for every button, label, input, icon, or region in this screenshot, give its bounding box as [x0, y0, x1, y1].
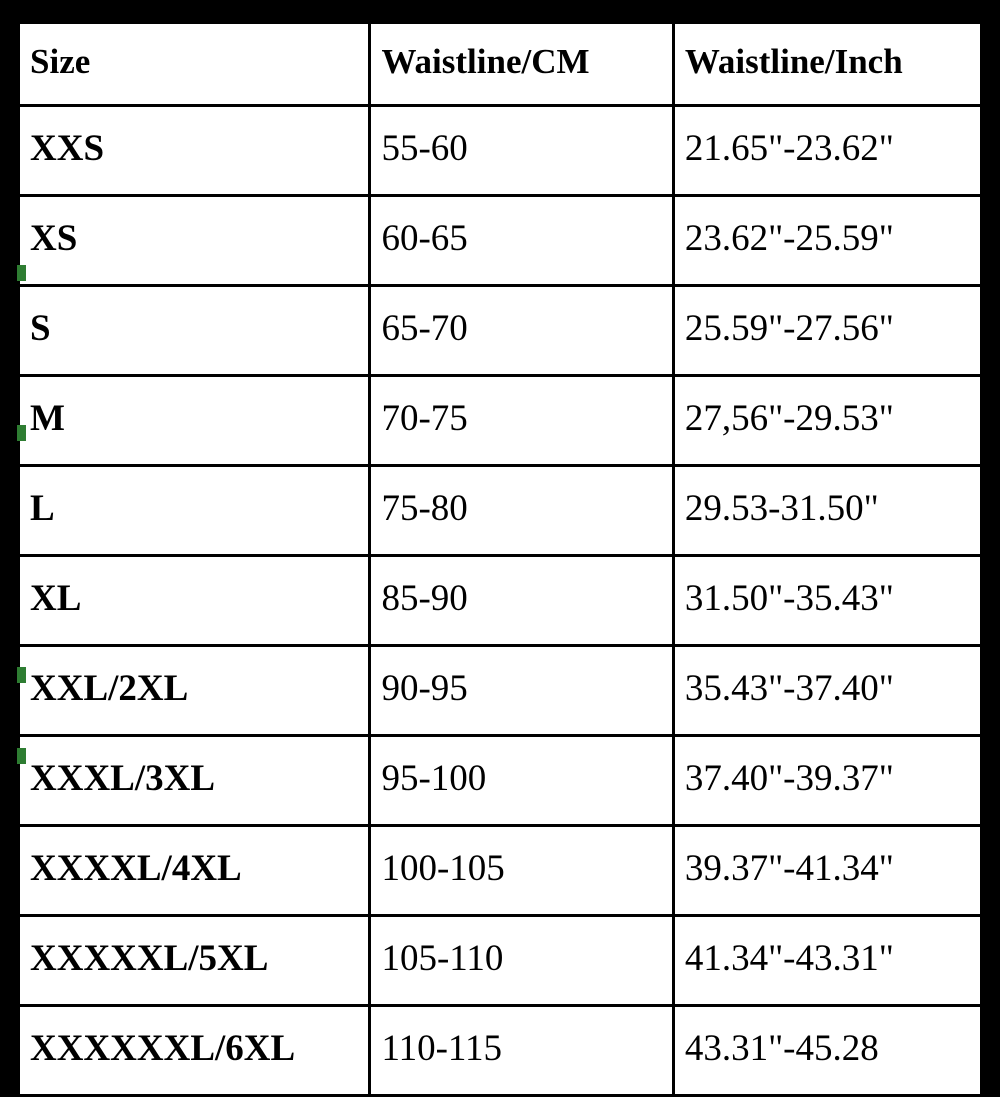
cell-size: S — [19, 286, 370, 376]
cell-waistline-cm: 55-60 — [370, 106, 673, 196]
cell-waistline-cm: 105-110 — [370, 916, 673, 1006]
table-row — [19, 736, 982, 826]
cell-size: XXXXXL/5XL — [19, 916, 370, 1006]
cell-waistline-cm: 65-70 — [370, 286, 673, 376]
table-row — [19, 916, 982, 1006]
cell-waistline-cm: 70-75 — [370, 376, 673, 466]
cell-waistline-inch: 41.34"-43.31" — [673, 916, 981, 1006]
size-chart-table — [17, 21, 983, 1097]
cell-waistline-cm: 90-95 — [370, 646, 673, 736]
cell-waistline-inch: 31.50"-35.43" — [673, 556, 981, 646]
table-row — [19, 646, 982, 736]
table-body — [19, 106, 982, 1096]
table-header-row — [19, 23, 982, 106]
table-row — [19, 286, 982, 376]
cell-waistline-inch: 29.53-31.50" — [673, 466, 981, 556]
cell-waistline-inch: 43.31"-45.28 — [673, 1006, 981, 1096]
cell-waistline-inch: 21.65"-23.62" — [673, 106, 981, 196]
cell-size: XS — [19, 196, 370, 286]
cell-waistline-inch: 37.40"-39.37" — [673, 736, 981, 826]
table-row — [19, 106, 982, 196]
cell-size: XXXXXXL/6XL — [19, 1006, 370, 1096]
table-row — [19, 826, 982, 916]
cell-waistline-inch: 35.43"-37.40" — [673, 646, 981, 736]
cell-waistline-inch: 39.37"-41.34" — [673, 826, 981, 916]
table-header — [19, 23, 982, 106]
cell-waistline-cm: 85-90 — [370, 556, 673, 646]
cell-size: XL — [19, 556, 370, 646]
column-header-waistline-cm: Waistline/CM — [370, 23, 673, 106]
cell-waistline-cm: 100-105 — [370, 826, 673, 916]
table-row — [19, 1006, 982, 1096]
cell-size: XXXL/3XL — [19, 736, 370, 826]
column-header-waistline-inch: Waistline/Inch — [673, 23, 981, 106]
table-row — [19, 376, 982, 466]
cell-size: M — [19, 376, 370, 466]
cell-waistline-cm: 75-80 — [370, 466, 673, 556]
cell-waistline-cm: 60-65 — [370, 196, 673, 286]
table-row — [19, 556, 982, 646]
cell-size: XXL/2XL — [19, 646, 370, 736]
cell-waistline-inch: 23.62"-25.59" — [673, 196, 981, 286]
cell-size: XXXXL/4XL — [19, 826, 370, 916]
cell-waistline-cm: 95-100 — [370, 736, 673, 826]
table-row — [19, 466, 982, 556]
cell-waistline-inch: 27,56"-29.53" — [673, 376, 981, 466]
cell-waistline-inch: 25.59"-27.56" — [673, 286, 981, 376]
column-header-size: Size — [19, 23, 370, 106]
cell-size: L — [19, 466, 370, 556]
table-row — [19, 196, 982, 286]
size-chart-container — [14, 18, 986, 1069]
cell-waistline-cm: 110-115 — [370, 1006, 673, 1096]
cell-size: XXS — [19, 106, 370, 196]
